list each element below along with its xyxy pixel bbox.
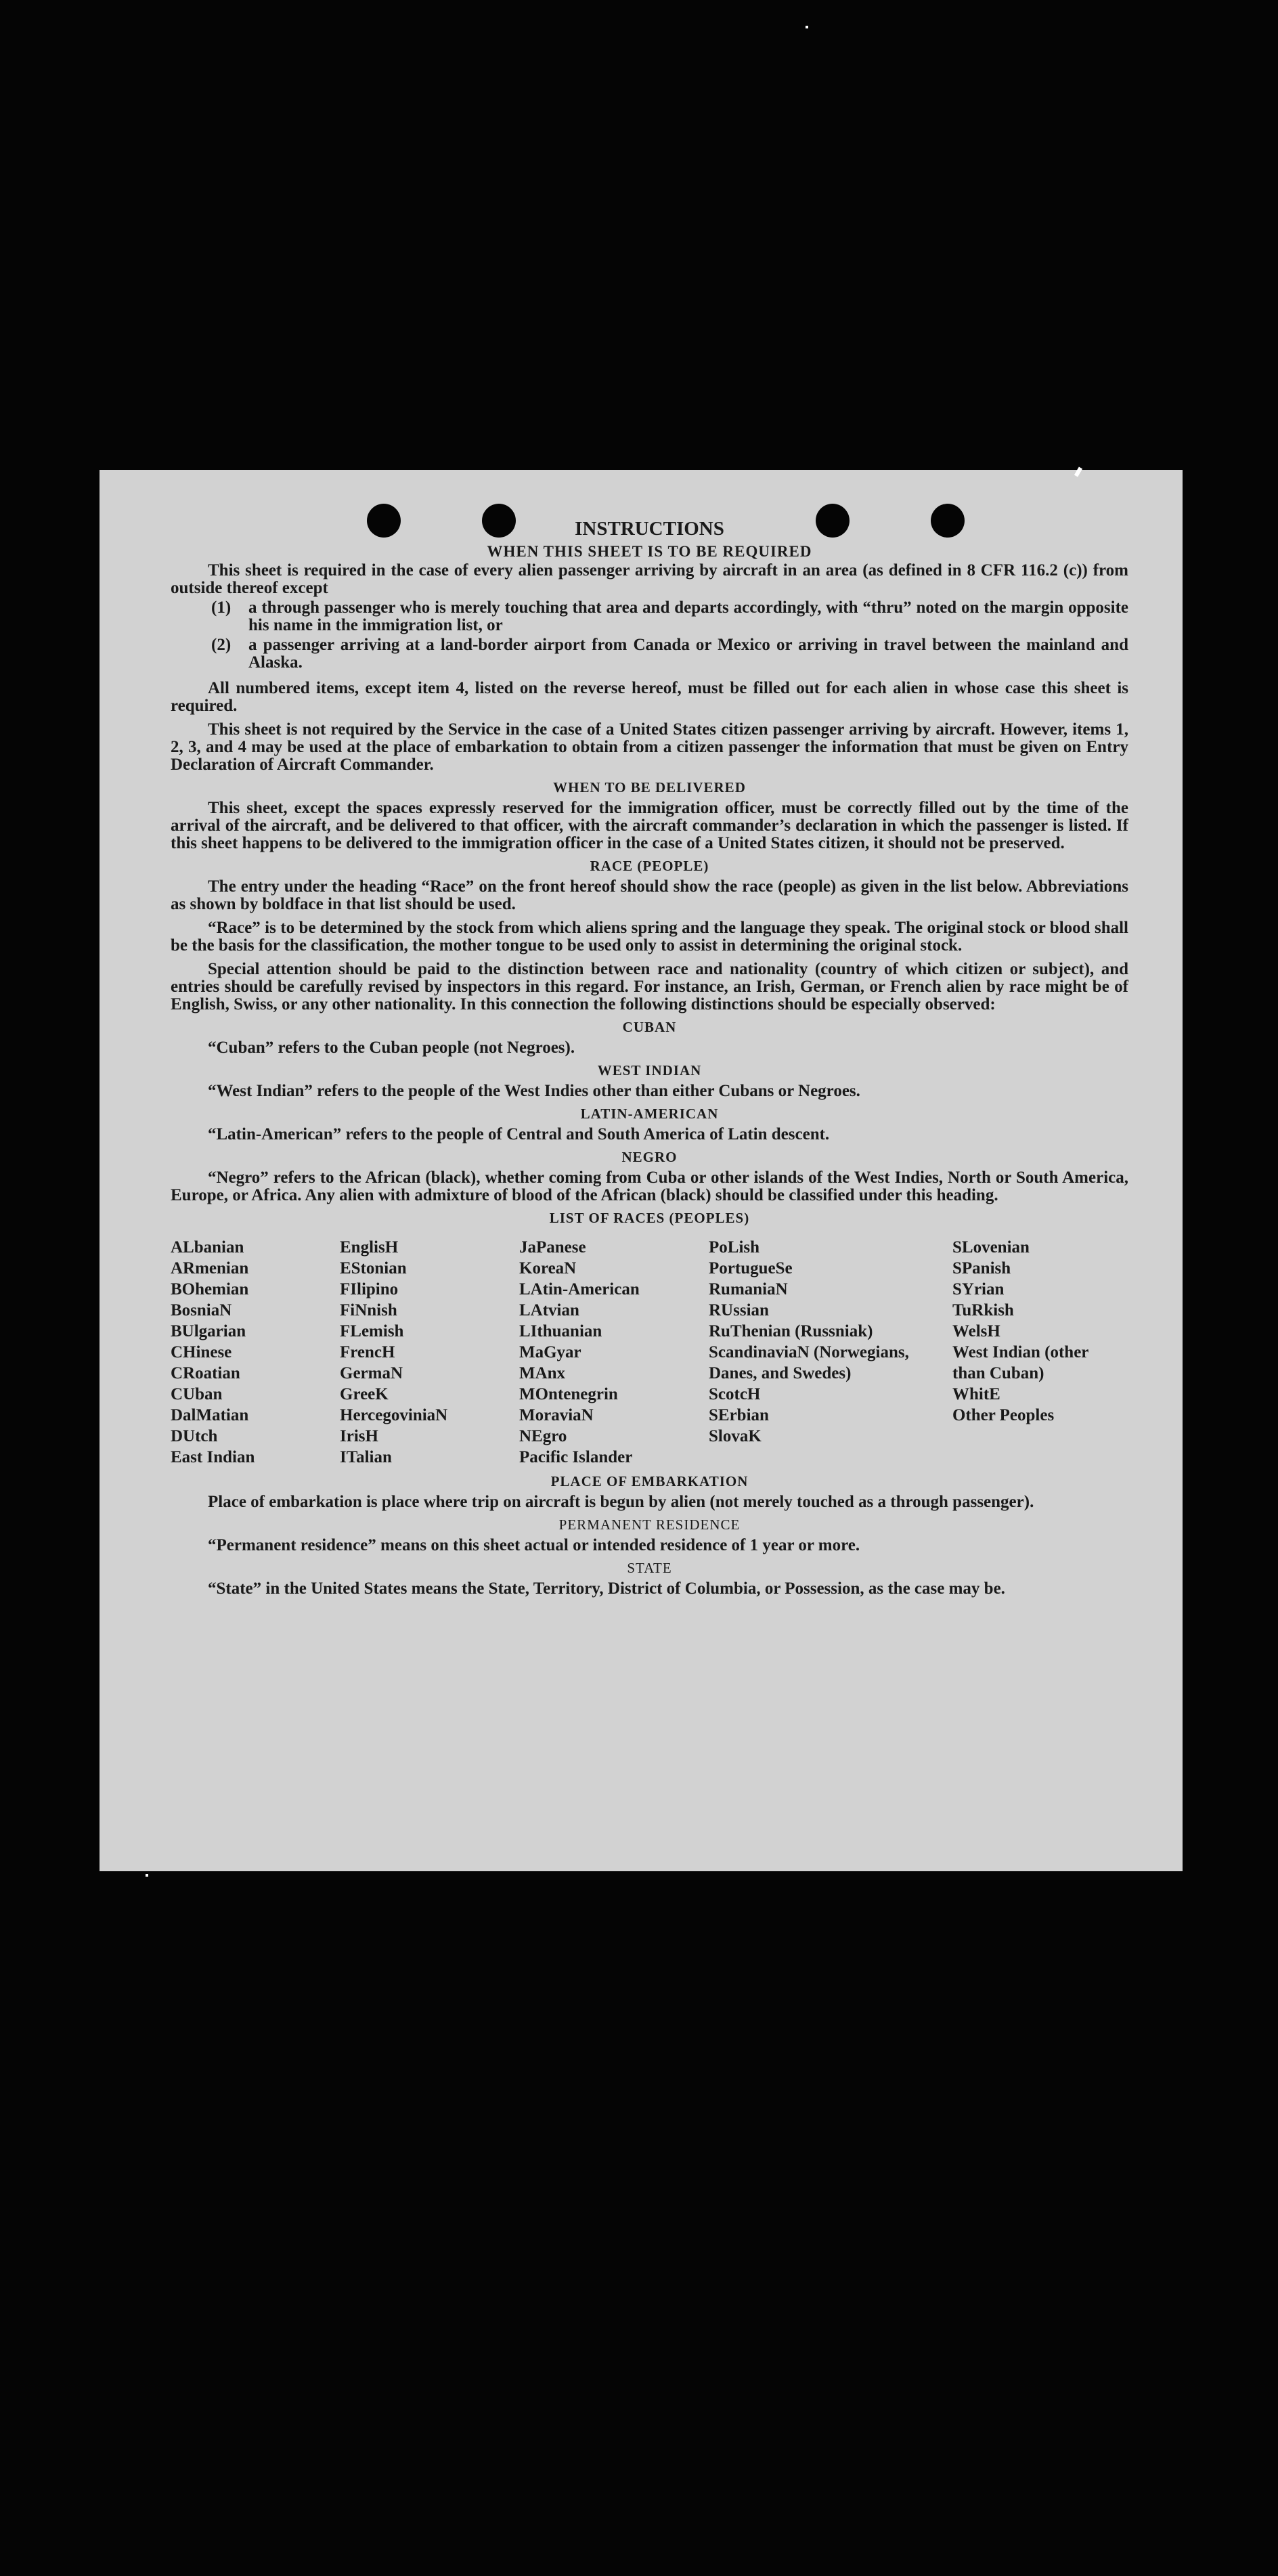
citizen-note-paragraph: This sheet is not required by the Service in the case of a United States citizen passenger arriving by aircraft. However, items 1, 2, 3, and 4 may be used at the place of embarkation to obtain from a citizen passenger the information that must be given on Entry Declaration of Aircraft Commander. xyxy=(171,720,1128,774)
exception-text: a passenger arriving at a land-border airport from Canada or Mexico or arriving in travel between the mainland and Alaska. xyxy=(248,636,1128,672)
race-entry: GreeK xyxy=(340,1385,389,1403)
race-entry: IrisH xyxy=(340,1427,378,1445)
race-entry: LAtvian xyxy=(519,1301,579,1319)
delivered-paragraph: This sheet, except the spaces expressly reserved for the immigration officer, must be correctly filled out by the time of the arrival of the aircraft, and be delivered to that officer, with the aircraft commander’s declaration in which the passenger is listed. If this sheet happens to be delivered to the immigration officer in the case of a United States citizen, it should not be preserved. xyxy=(171,799,1128,852)
race-paragraph-2: “Race” is to be determined by the stock from which aliens spring and the language they speak. The original stock or blood shall be the basis for the classification, the mother tongue to be used only to assist in determining the original stock. xyxy=(171,919,1128,955)
races-column xyxy=(952,1237,1128,1468)
section-heading-race: RACE (PEOPLE) xyxy=(590,858,709,874)
race-entry: East Indian xyxy=(171,1448,255,1466)
race-entry: SErbian xyxy=(709,1406,769,1424)
residence-paragraph: “Permanent residence” means on this sheet actual or intended residence of 1 year or more. xyxy=(208,1536,860,1554)
race-entry: ALbanian xyxy=(171,1238,244,1257)
race-entry: SPanish xyxy=(952,1259,1011,1278)
west-indian-paragraph: “West Indian” refers to the people of the West Indies other than either Cubans or Negroes. xyxy=(208,1082,860,1100)
race-entry: Other Peoples xyxy=(952,1406,1055,1424)
race-entry: FrencH xyxy=(340,1343,395,1361)
race-entry: LAtin-American xyxy=(519,1280,640,1298)
punch-hole xyxy=(931,504,965,538)
instruction-sheet xyxy=(100,470,1183,1871)
race-entry: FLemish xyxy=(340,1322,404,1340)
race-entry: WelsH xyxy=(952,1322,1000,1340)
race-entry: MoraviaN xyxy=(519,1406,594,1424)
race-entry: RumaniaN xyxy=(709,1280,788,1298)
race-entry: ITalian xyxy=(340,1448,392,1466)
race-entry: CRoatian xyxy=(171,1364,240,1382)
intro-paragraph: This sheet is required in the case of every alien passenger arriving by aircraft in an area (as defined in 8 CFR 116.2 (c)) from outside thereof except xyxy=(171,561,1128,597)
race-entry: RuThenian (Russniak) xyxy=(709,1322,873,1340)
section-heading-latin-american: LATIN-AMERICAN xyxy=(580,1106,719,1122)
section-heading-required: WHEN THIS SHEET IS TO BE REQUIRED xyxy=(487,543,812,560)
races-list xyxy=(171,1237,1128,1468)
race-entry: DUtch xyxy=(171,1427,218,1445)
race-entry: NEgro xyxy=(519,1427,567,1445)
race-entry: West Indian (other than Cuban) xyxy=(952,1343,1088,1382)
scan-speck xyxy=(146,1874,148,1877)
race-entry: JaPanese xyxy=(519,1238,586,1257)
exception-text: a through passenger who is merely touching that area and departs accordingly, with “thru” noted on the margin opposite his name in the immigration list, or xyxy=(248,598,1128,634)
race-entry: GermaN xyxy=(340,1364,403,1382)
exception-item xyxy=(211,636,1128,672)
numbered-items-paragraph: All numbered items, except item 4, listed on the reverse hereof, must be filled out for each alien in whose case this sheet is required. xyxy=(171,679,1128,715)
section-heading-races-list: LIST OF RACES (PEOPLES) xyxy=(549,1210,750,1226)
punch-hole xyxy=(816,504,850,538)
race-entry: MAnx xyxy=(519,1364,566,1382)
race-entry: Pacific Islander xyxy=(519,1448,633,1466)
race-entry: FiNnish xyxy=(340,1301,397,1319)
race-paragraph-3: Special attention should be paid to the distinction between race and nationality (country of which citizen or subject), and entries should be carefully revised by inspectors in this regard. For instance, an Irish, German, or French alien by race might be of English, Swiss, or any other nationality. In this connection the following distinctions should be especially observed: xyxy=(171,960,1128,1013)
section-heading-cuban: CUBAN xyxy=(622,1019,677,1035)
race-entry: CUban xyxy=(171,1385,223,1403)
race-entry: SLovenian xyxy=(952,1238,1030,1257)
punch-hole xyxy=(367,504,401,538)
race-entry: WhitE xyxy=(952,1385,1000,1403)
race-entry: SYrian xyxy=(952,1280,1005,1298)
section-heading-state: STATE xyxy=(627,1560,672,1576)
race-entry: EnglisH xyxy=(340,1238,399,1257)
exception-item xyxy=(211,599,1128,634)
race-entry: HercegoviniaN xyxy=(340,1406,448,1424)
race-entry: PoLish xyxy=(709,1238,760,1257)
race-entry: ARmenian xyxy=(171,1259,249,1278)
race-entry: LIthuanian xyxy=(519,1322,602,1340)
race-entry: RUssian xyxy=(709,1301,769,1319)
race-paragraph-1: The entry under the heading “Race” on the front hereof should show the race (people) as given in the list below. Abbreviations as shown by boldface in that list should be used. xyxy=(171,877,1128,913)
races-column xyxy=(171,1237,340,1468)
races-column xyxy=(340,1237,519,1468)
exception-number: (2) xyxy=(211,636,232,654)
race-entry: ScandinaviaN (Norwegians, Danes, and Swedes) xyxy=(709,1343,909,1382)
state-paragraph: “State” in the United States means the State, Territory, District of Columbia, or Possession, as the case may be. xyxy=(208,1579,1005,1598)
document-title: INSTRUCTIONS xyxy=(575,518,724,540)
race-entry: MaGyar xyxy=(519,1343,581,1361)
embarkation-paragraph: Place of embarkation is place where trip on aircraft is begun by alien (not merely touched as a through passenger). xyxy=(208,1493,1034,1511)
race-entry: MOntenegrin xyxy=(519,1385,618,1403)
race-entry: ScotcH xyxy=(709,1385,761,1403)
races-column xyxy=(519,1237,709,1468)
scan-speck xyxy=(806,26,808,28)
race-entry: BosniaN xyxy=(171,1301,232,1319)
section-heading-west-indian: WEST INDIAN xyxy=(597,1062,702,1078)
section-heading-delivered: WHEN TO BE DELIVERED xyxy=(553,779,746,795)
race-entry: PortugueSe xyxy=(709,1259,793,1278)
negro-paragraph: “Negro” refers to the African (black), whether coming from Cuba or other islands of the West Indies, North or South America, Europe, or Africa. Any alien with admixture of blood of the African (black) should be classified under this heading. xyxy=(171,1169,1128,1204)
latin-american-paragraph: “Latin-American” refers to the people of Central and South America of Latin descent. xyxy=(208,1125,830,1143)
section-heading-residence: PERMANENT RESIDENCE xyxy=(558,1516,741,1533)
race-entry: SlovaK xyxy=(709,1427,762,1445)
section-heading-negro: NEGRO xyxy=(621,1149,678,1165)
race-entry: BOhemian xyxy=(171,1280,249,1298)
race-entry: TuRkish xyxy=(952,1301,1014,1319)
race-entry: EStonian xyxy=(340,1259,407,1278)
races-column xyxy=(709,1237,952,1468)
race-entry: BUlgarian xyxy=(171,1322,246,1340)
cuban-paragraph: “Cuban” refers to the Cuban people (not Negroes). xyxy=(208,1039,575,1057)
race-entry: DalMatian xyxy=(171,1406,249,1424)
punch-hole xyxy=(482,504,516,538)
race-entry: KoreaN xyxy=(519,1259,577,1278)
section-heading-embarkation: PLACE OF EMBARKATION xyxy=(550,1473,749,1489)
exception-number: (1) xyxy=(211,598,232,617)
race-entry: CHinese xyxy=(171,1343,232,1361)
race-entry: FIlipino xyxy=(340,1280,399,1298)
